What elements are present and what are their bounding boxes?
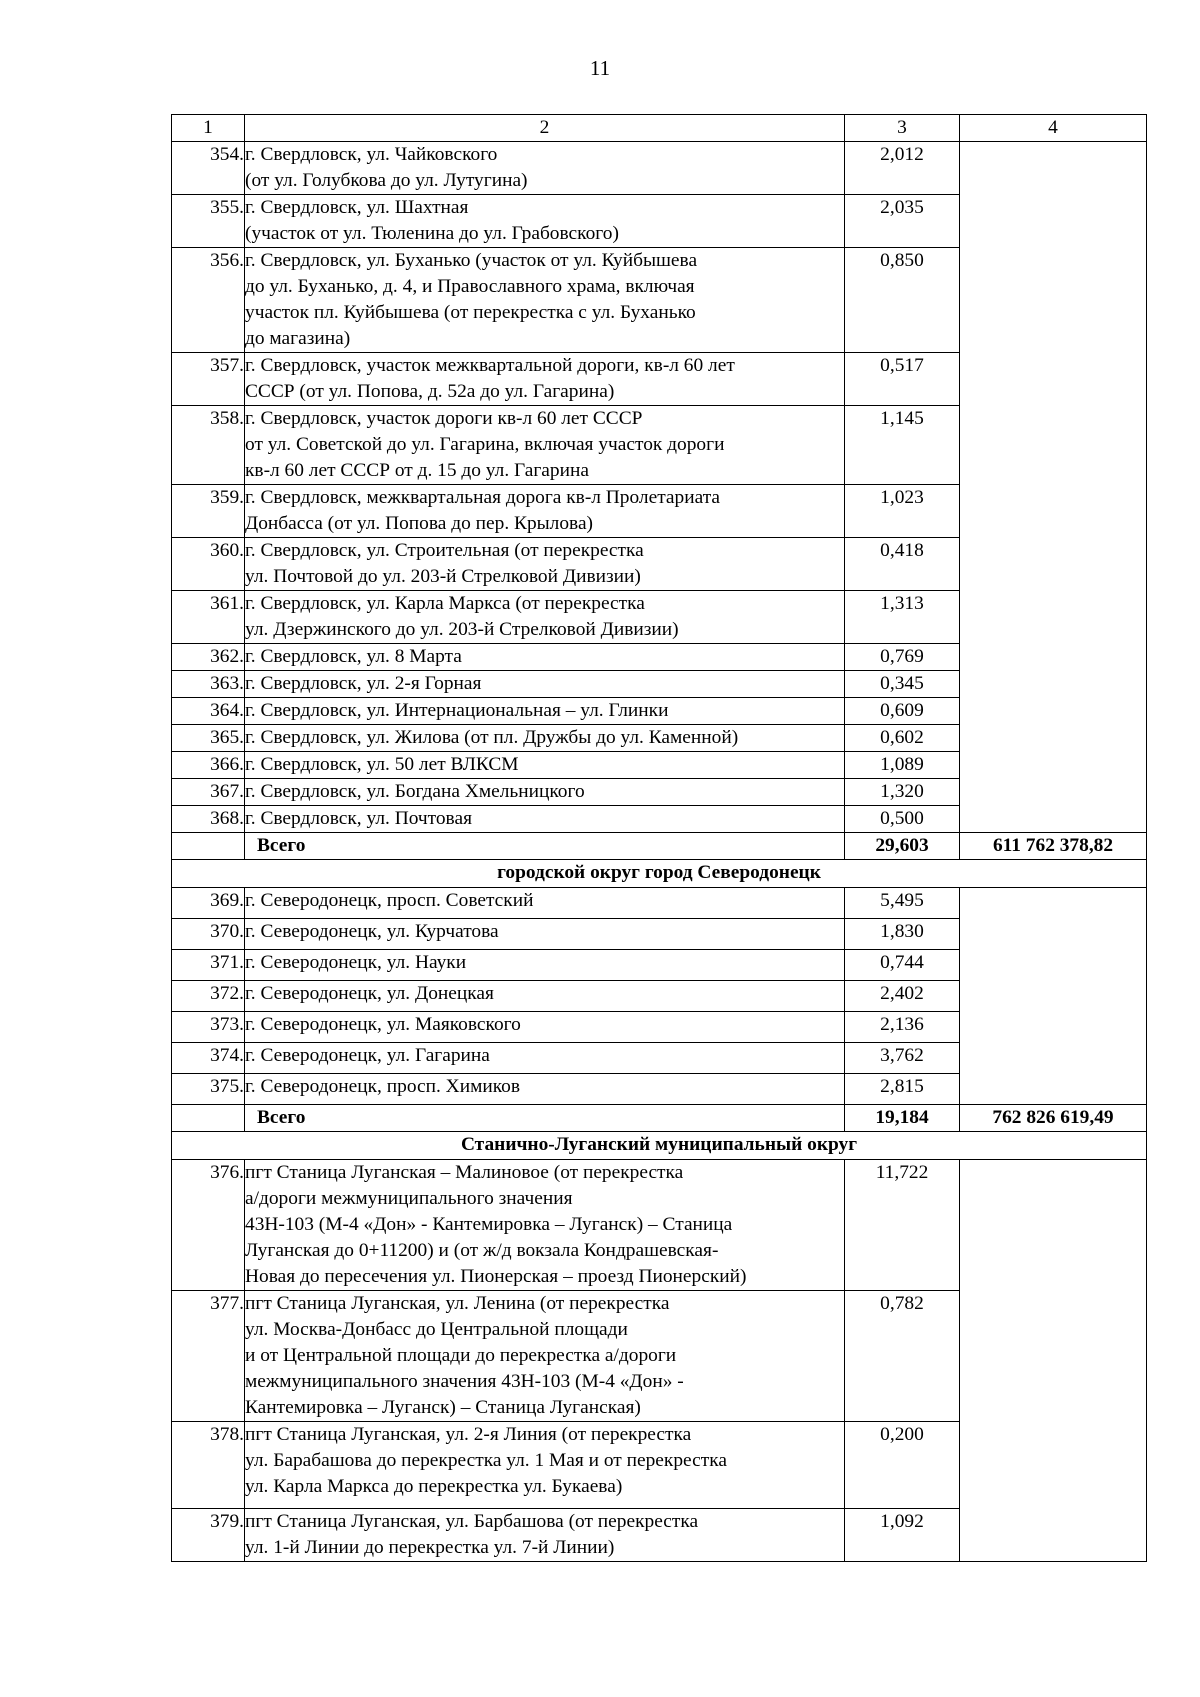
road-description [245, 698, 845, 725]
description-line: межмуниципального значения 43Н-103 (М-4 «Дон» - [245, 1371, 684, 1392]
description-line: г. Северодонецк, ул. Маяковского [245, 1014, 521, 1035]
description-line: г. Свердловск, ул. 50 лет ВЛКСМ [245, 754, 519, 775]
description-line: г. Свердловск, ул. 8 Марта [245, 646, 462, 667]
description-line: г. Свердловск, ул. Строительная (от перекрестка [245, 540, 644, 561]
road-length: 0,418 [845, 538, 960, 591]
row-number: 355. [172, 195, 245, 248]
row-number: 364. [172, 698, 245, 725]
road-description [245, 919, 845, 950]
row-number: 365. [172, 725, 245, 752]
row-number: 369. [172, 888, 245, 919]
road-length: 1,313 [845, 591, 960, 644]
total-label: Всего [245, 1105, 845, 1132]
road-description [245, 195, 845, 248]
amount-cell-empty [960, 1160, 1147, 1562]
description-line: г. Свердловск, участок межквартальной дороги, кв-л 60 лет [245, 355, 735, 376]
row-number: 356. [172, 248, 245, 353]
section-title: городской округ город Северодонецк [172, 860, 1147, 888]
road-length: 1,092 [845, 1509, 960, 1562]
road-length: 1,023 [845, 485, 960, 538]
description-line: г. Свердловск, участок дороги кв-л 60 лет СССР [245, 408, 643, 429]
description-line: ул. Дзержинского до ул. 203-й Стрелковой Дивизии) [245, 619, 679, 640]
table-row [172, 1160, 1147, 1291]
road-description [245, 725, 845, 752]
row-number: 357. [172, 353, 245, 406]
road-description [245, 406, 845, 485]
row-number: 360. [172, 538, 245, 591]
row-number: 362. [172, 644, 245, 671]
description-line: г. Северодонецк, просп. Химиков [245, 1076, 520, 1097]
row-number: 370. [172, 919, 245, 950]
road-description [245, 538, 845, 591]
road-length: 5,495 [845, 888, 960, 919]
road-length: 1,320 [845, 779, 960, 806]
road-length: 0,602 [845, 725, 960, 752]
road-length: 2,402 [845, 981, 960, 1012]
description-line: СССР (от ул. Попова, д. 52а до ул. Гагарина) [245, 381, 615, 402]
road-description [245, 950, 845, 981]
total-label: Всего [245, 833, 845, 860]
page-number: 11 [589, 56, 611, 80]
description-line: и от Центральной площади до перекрестка а/дороги [245, 1345, 677, 1366]
description-line: ул. Москва-Донбасс до Центральной площади [245, 1319, 628, 1340]
header-col-1: 1 [172, 115, 245, 142]
header-col-2: 2 [245, 115, 845, 142]
description-line: до ул. Буханько, д. 4, и Православного храма, включая [245, 276, 695, 297]
road-description [245, 644, 845, 671]
description-line: г. Свердловск, ул. Карла Маркса (от перекрестка [245, 593, 645, 614]
road-description [245, 1074, 845, 1105]
description-line: а/дороги межмуниципального значения [245, 1188, 573, 1209]
section-heading-row [172, 860, 1147, 888]
total-amount: 611 762 378,82 [960, 833, 1147, 860]
row-number: 377. [172, 1291, 245, 1422]
row-number: 354. [172, 142, 245, 195]
description-line: г. Свердловск, ул. Интернациональная – ул. Глинки [245, 700, 669, 721]
road-description [245, 806, 845, 833]
section-heading-row [172, 1132, 1147, 1160]
description-line: ул. 1-й Линии до перекрестка ул. 7-й Линии) [245, 1537, 615, 1558]
road-length: 3,762 [845, 1043, 960, 1074]
total-number-empty [172, 1105, 245, 1132]
header-col-4: 4 [960, 115, 1147, 142]
road-length: 0,609 [845, 698, 960, 725]
description-line: от ул. Советской до ул. Гагарина, включая участок дороги [245, 434, 725, 455]
description-line: пгт Станица Луганская, ул. 2-я Линия (от перекрестка [245, 1424, 692, 1445]
roads-table-body [172, 115, 1147, 1562]
description-line: г. Северодонецк, ул. Курчатова [245, 921, 499, 942]
description-line: Новая до пересечения ул. Пионерская – проезд Пионерский) [245, 1266, 747, 1287]
total-length: 29,603 [845, 833, 960, 860]
road-length: 1,145 [845, 406, 960, 485]
row-number: 363. [172, 671, 245, 698]
description-line: 43Н-103 (М-4 «Дон» - Кантемировка – Луганск) – Станица [245, 1214, 733, 1235]
description-line: ул. Карла Маркса до перекрестка ул. Букаева) [245, 1476, 623, 1497]
road-description [245, 591, 845, 644]
description-line: г. Свердловск, ул. Буханько (участок от ул. Куйбышева [245, 250, 698, 271]
road-length: 0,782 [845, 1291, 960, 1422]
description-line: пгт Станица Луганская, ул. Барбашова (от перекрестка [245, 1511, 699, 1532]
row-number: 372. [172, 981, 245, 1012]
road-length: 0,345 [845, 671, 960, 698]
header-col-3: 3 [845, 115, 960, 142]
description-line: пгт Станица Луганская, ул. Ленина (от перекрестка [245, 1293, 670, 1314]
description-line: г. Северодонецк, просп. Советский [245, 890, 534, 911]
description-line: Донбасса (от ул. Попова до пер. Крылова) [245, 513, 594, 534]
row-number: 378. [172, 1422, 245, 1509]
row-number: 371. [172, 950, 245, 981]
description-line: г. Свердловск, ул. 2-я Горная [245, 673, 482, 694]
row-number: 359. [172, 485, 245, 538]
road-description [245, 1160, 845, 1291]
row-number: 367. [172, 779, 245, 806]
road-description [245, 353, 845, 406]
row-number: 375. [172, 1074, 245, 1105]
section-title: Станично-Луганский муниципальный округ [172, 1132, 1147, 1160]
road-length: 2,815 [845, 1074, 960, 1105]
road-description [245, 1012, 845, 1043]
road-description [245, 671, 845, 698]
road-length: 0,850 [845, 248, 960, 353]
road-length: 2,136 [845, 1012, 960, 1043]
total-row [172, 1105, 1147, 1132]
road-description [245, 248, 845, 353]
road-description [245, 1422, 845, 1509]
description-line: Луганская до 0+11200) и (от ж/д вокзала Кондрашевская- [245, 1240, 719, 1261]
table-row [172, 142, 1147, 195]
description-line: пгт Станица Луганская – Малиновое (от перекрестка [245, 1162, 684, 1183]
description-line: (участок от ул. Тюленина до ул. Грабовского) [245, 223, 619, 244]
row-number: 366. [172, 752, 245, 779]
row-spacer [245, 1500, 844, 1508]
row-number: 374. [172, 1043, 245, 1074]
row-number: 361. [172, 591, 245, 644]
roads-table [171, 114, 1147, 1562]
description-line: ул. Почтовой до ул. 203-й Стрелковой Дивизии) [245, 566, 641, 587]
description-line: Кантемировка – Луганск) – Станица Луганская) [245, 1397, 641, 1418]
description-line: г. Северодонецк, ул. Гагарина [245, 1045, 490, 1066]
row-number: 379. [172, 1509, 245, 1562]
road-description [245, 888, 845, 919]
description-line: участок пл. Куйбышева (от перекрестка с ул. Буханько [245, 302, 696, 323]
total-length: 19,184 [845, 1105, 960, 1132]
description-line: г. Северодонецк, ул. Донецкая [245, 983, 494, 1004]
description-line: г. Свердловск, ул. Жилова (от пл. Дружбы до ул. Каменной) [245, 727, 739, 748]
description-line: ул. Барабашова до перекрестка ул. 1 Мая и от перекрестка [245, 1450, 727, 1471]
description-line: г. Свердловск, ул. Почтовая [245, 808, 472, 829]
total-row [172, 833, 1147, 860]
road-description [245, 1291, 845, 1422]
road-length: 0,769 [845, 644, 960, 671]
road-length: 2,012 [845, 142, 960, 195]
total-number-empty [172, 833, 245, 860]
table-row [172, 888, 1147, 919]
road-length: 1,830 [845, 919, 960, 950]
road-length: 0,517 [845, 353, 960, 406]
amount-cell-empty [960, 142, 1147, 833]
description-line: (от ул. Голубкова до ул. Лутугина) [245, 170, 528, 191]
description-line: г. Северодонецк, ул. Науки [245, 952, 467, 973]
road-description [245, 1509, 845, 1562]
total-amount: 762 826 619,49 [960, 1105, 1147, 1132]
road-length: 1,089 [845, 752, 960, 779]
row-number: 358. [172, 406, 245, 485]
road-description [245, 485, 845, 538]
table-header-row [172, 115, 1147, 142]
road-description [245, 752, 845, 779]
description-line: г. Свердловск, ул. Чайковского [245, 144, 498, 165]
description-line: г. Свердловск, ул. Богдана Хмельницкого [245, 781, 585, 802]
road-description [245, 1043, 845, 1074]
row-number: 373. [172, 1012, 245, 1043]
amount-cell-empty [960, 888, 1147, 1105]
row-number: 376. [172, 1160, 245, 1291]
row-number: 368. [172, 806, 245, 833]
road-length: 0,500 [845, 806, 960, 833]
description-line: до магазина) [245, 328, 351, 349]
road-length: 11,722 [845, 1160, 960, 1291]
road-description [245, 779, 845, 806]
road-description [245, 981, 845, 1012]
description-line: г. Свердловск, ул. Шахтная [245, 197, 469, 218]
road-length: 0,744 [845, 950, 960, 981]
road-length: 0,200 [845, 1422, 960, 1509]
road-description [245, 142, 845, 195]
description-line: кв-л 60 лет СССР от д. 15 до ул. Гагарина [245, 460, 589, 481]
road-length: 2,035 [845, 195, 960, 248]
description-line: г. Свердловск, межквартальная дорога кв-л Пролетариата [245, 487, 721, 508]
